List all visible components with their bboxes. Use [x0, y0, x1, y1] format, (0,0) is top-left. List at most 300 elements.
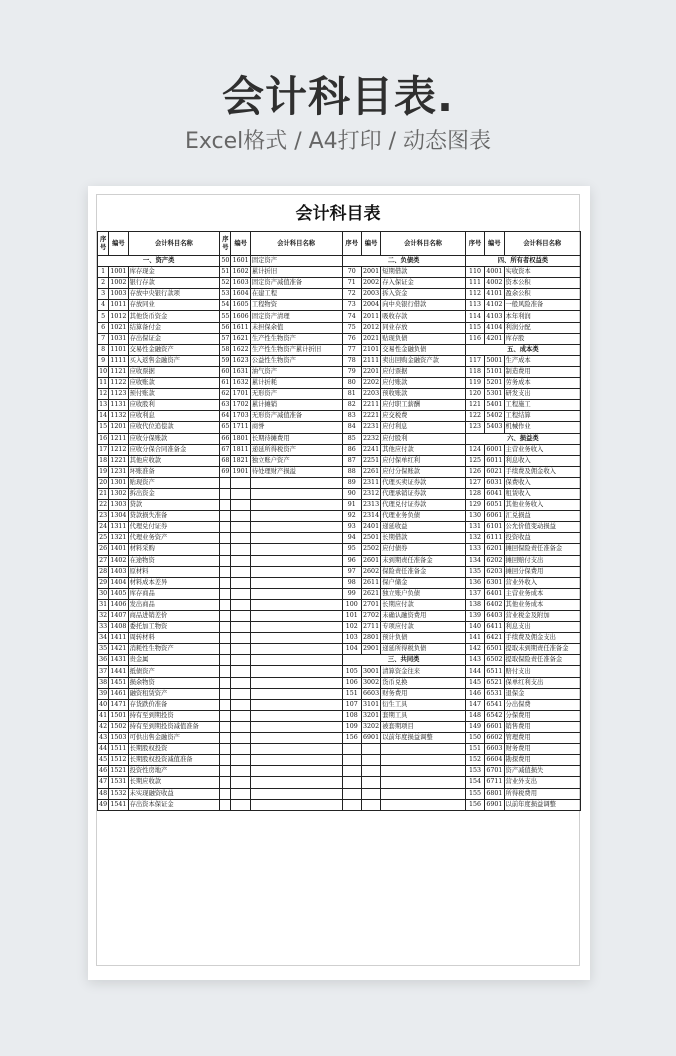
account-code: 1632: [231, 378, 250, 389]
table-row: [98, 411, 581, 422]
account-name: 无形资产: [250, 389, 342, 400]
row-index: 20: [98, 477, 109, 488]
account-code: [231, 577, 250, 588]
account-code: 2314: [361, 511, 380, 522]
row-index: 25: [98, 533, 109, 544]
row-index: [342, 755, 361, 766]
page-title: 会计科目表.: [222, 72, 454, 121]
account-code: 6301: [485, 577, 504, 588]
row-index: 123: [465, 422, 484, 433]
account-name: 原材料: [128, 566, 220, 577]
row-index: [220, 611, 231, 622]
account-code: 1441: [109, 666, 128, 677]
account-name: 长期待摊费用: [250, 433, 342, 444]
table-row: [98, 378, 581, 389]
account-code: 2001: [361, 267, 380, 278]
row-index: 1: [98, 267, 109, 278]
account-name: 预收账款: [381, 389, 466, 400]
account-name: 应收股利: [128, 400, 220, 411]
row-index: 150: [465, 733, 484, 744]
account-code: 1132: [109, 411, 128, 422]
account-code: 1431: [109, 655, 128, 666]
account-name: [250, 633, 342, 644]
row-index: 155: [465, 788, 484, 799]
account-name: 银行存款: [128, 278, 220, 289]
row-index: 135: [465, 566, 484, 577]
accounts-table: [97, 231, 581, 811]
row-index: [220, 766, 231, 777]
account-name: [250, 699, 342, 710]
row-index: 90: [342, 488, 361, 499]
account-code: [231, 788, 250, 799]
account-name: 待处理财产损溢: [250, 466, 342, 477]
account-name: [250, 666, 342, 677]
table-row: [98, 344, 581, 355]
account-name: 递延所得税负债: [381, 644, 466, 655]
account-name: 递延所得税资产: [250, 444, 342, 455]
account-code: 3002: [361, 677, 380, 688]
account-code: 6501: [485, 644, 504, 655]
account-name: 库存股: [504, 333, 580, 344]
account-code: 2701: [361, 599, 380, 610]
account-code: 1021: [109, 322, 128, 333]
row-index: 30: [98, 588, 109, 599]
row-index: 76: [342, 333, 361, 344]
account-name: 清算资金往来: [381, 666, 466, 677]
table-row: [98, 710, 581, 721]
account-code: 3101: [361, 699, 380, 710]
account-name: [250, 677, 342, 688]
account-code: 6031: [485, 477, 504, 488]
account-code: 2311: [361, 477, 380, 488]
account-name: [250, 588, 342, 599]
account-name: 投资收益: [504, 533, 580, 544]
account-code: 2801: [361, 633, 380, 644]
account-code: 1302: [109, 488, 128, 499]
account-name: 周转材料: [128, 633, 220, 644]
row-index: 87: [342, 455, 361, 466]
account-name: [250, 500, 342, 511]
row-index: 133: [465, 544, 484, 555]
account-name: 生产成本: [504, 355, 580, 366]
account-code: 2901: [361, 644, 380, 655]
account-code: 4103: [485, 311, 504, 322]
table-row: [98, 777, 581, 788]
row-index: 129: [465, 500, 484, 511]
account-code: 2611: [361, 577, 380, 588]
row-index: 19: [98, 466, 109, 477]
account-name: 代理承销证券款: [381, 488, 466, 499]
row-index: 17: [98, 444, 109, 455]
row-index: 61: [220, 378, 231, 389]
account-name: [250, 544, 342, 555]
account-name: 材料成本差异: [128, 577, 220, 588]
account-code: 1101: [109, 344, 128, 355]
table-row: [98, 688, 581, 699]
table-row: [98, 500, 581, 511]
account-code: 6041: [485, 488, 504, 499]
account-code: 1402: [109, 555, 128, 566]
row-index: 82: [342, 400, 361, 411]
table-row: [98, 588, 581, 599]
account-name: 在建工程: [250, 289, 342, 300]
account-name: [250, 755, 342, 766]
row-index: 147: [465, 699, 484, 710]
account-name: 可供出售金融资产: [128, 733, 220, 744]
account-code: 2251: [361, 455, 380, 466]
row-index: 10: [98, 366, 109, 377]
table-header-row: [98, 232, 581, 256]
account-name: 存放中央银行款项: [128, 289, 220, 300]
account-name: 勘探费用: [504, 755, 580, 766]
row-index: [220, 544, 231, 555]
account-code: 6711: [485, 777, 504, 788]
account-name: 固定资产: [250, 256, 342, 267]
account-name: 退保金: [504, 688, 580, 699]
row-index: [342, 777, 361, 788]
account-name: 公允价值变动损益: [504, 522, 580, 533]
account-name: 应收分保账款: [128, 433, 220, 444]
account-name: 财务费用: [381, 688, 466, 699]
account-code: [231, 611, 250, 622]
row-index: 142: [465, 644, 484, 655]
row-index: 9: [98, 355, 109, 366]
row-index: 118: [465, 366, 484, 377]
account-name: 营业外支出: [504, 777, 580, 788]
account-code: 1401: [109, 544, 128, 555]
row-index: 29: [98, 577, 109, 588]
account-code: 4102: [485, 300, 504, 311]
row-index: 46: [98, 766, 109, 777]
account-name: [250, 721, 342, 732]
row-index: 7: [98, 333, 109, 344]
account-code: 4101: [485, 289, 504, 300]
account-name: 汇兑损益: [504, 511, 580, 522]
row-index: [220, 500, 231, 511]
account-code: 6402: [485, 599, 504, 610]
account-code: 1606: [231, 311, 250, 322]
account-name: [250, 533, 342, 544]
table-row: [98, 389, 581, 400]
row-index: 24: [98, 522, 109, 533]
account-code: [231, 588, 250, 599]
account-code: 1201: [109, 422, 128, 433]
row-index: 141: [465, 633, 484, 644]
row-index: 85: [342, 433, 361, 444]
row-index: 79: [342, 366, 361, 377]
row-index: [220, 588, 231, 599]
col-header-index: 序号: [465, 232, 484, 256]
row-index: 37: [98, 666, 109, 677]
table-row: [98, 522, 581, 533]
account-code: 2502: [361, 544, 380, 555]
account-code: 6403: [485, 611, 504, 622]
row-index: [220, 566, 231, 577]
account-code: [231, 688, 250, 699]
row-index: 72: [342, 289, 361, 300]
row-index: [220, 677, 231, 688]
account-code: 2002: [361, 278, 380, 289]
account-name: [250, 622, 342, 633]
account-code: 1605: [231, 300, 250, 311]
account-name: 长期应付款: [381, 599, 466, 610]
account-name: 提取保险责任准备金: [504, 655, 580, 666]
table-row: [98, 300, 581, 311]
account-code: 1621: [231, 333, 250, 344]
account-name: 商品进销差价: [128, 611, 220, 622]
account-name: 长期应收款: [128, 777, 220, 788]
account-name: 提取未到期责任准备金: [504, 644, 580, 655]
account-code: 5101: [485, 366, 504, 377]
row-index: [220, 622, 231, 633]
row-index: 151: [465, 744, 484, 755]
row-index: [220, 744, 231, 755]
account-code: 6901: [485, 799, 504, 810]
account-code: 2221: [361, 411, 380, 422]
table-row: [98, 733, 581, 744]
account-code: 5403: [485, 422, 504, 433]
account-code: 1211: [109, 433, 128, 444]
row-index: 12: [98, 389, 109, 400]
col-header-name: 会计科目名称: [128, 232, 220, 256]
account-code: 2501: [361, 533, 380, 544]
account-name: 拆入资金: [381, 289, 466, 300]
account-name: 库存商品: [128, 588, 220, 599]
account-name: 保户储金: [381, 577, 466, 588]
account-code: [361, 744, 380, 755]
row-index: 112: [465, 289, 484, 300]
account-name: 财务费用: [504, 744, 580, 755]
account-code: [231, 733, 250, 744]
row-index: 127: [465, 477, 484, 488]
account-name: 赔付支出: [504, 666, 580, 677]
col-header-name: 会计科目名称: [504, 232, 580, 256]
account-code: [231, 677, 250, 688]
account-name: 货币兑换: [381, 677, 466, 688]
row-index: 18: [98, 455, 109, 466]
account-name: 商誉: [250, 422, 342, 433]
row-index: 27: [98, 555, 109, 566]
account-name: 以前年度损益调整: [381, 733, 466, 744]
row-index: 4: [98, 300, 109, 311]
row-index: 108: [342, 710, 361, 721]
row-index: 106: [342, 677, 361, 688]
table-row: [98, 755, 581, 766]
account-code: [231, 799, 250, 810]
account-code: 6604: [485, 755, 504, 766]
account-name: 研发支出: [504, 389, 580, 400]
account-code: [231, 522, 250, 533]
row-index: 125: [465, 455, 484, 466]
account-name: 代理买卖证券款: [381, 477, 466, 488]
account-name: 短期借款: [381, 267, 466, 278]
account-name: 本年利润: [504, 311, 580, 322]
row-index: 104: [342, 644, 361, 655]
account-name: 卖出回购金融资产款: [381, 355, 466, 366]
account-code: 2201: [361, 366, 380, 377]
row-index: 116: [465, 333, 484, 344]
account-code: 1821: [231, 455, 250, 466]
account-code: 2313: [361, 500, 380, 511]
account-name: 所得税费用: [504, 788, 580, 799]
account-name: [381, 799, 466, 810]
account-name: 存货跌价准备: [128, 699, 220, 710]
row-index: 56: [220, 322, 231, 333]
account-code: [361, 777, 380, 788]
table-row: [98, 267, 581, 278]
account-code: 4001: [485, 267, 504, 278]
row-index: 23: [98, 511, 109, 522]
account-code: [231, 644, 250, 655]
account-code: [231, 633, 250, 644]
account-code: 6531: [485, 688, 504, 699]
account-name: 损余物资: [128, 677, 220, 688]
row-index: 28: [98, 566, 109, 577]
table-row: [98, 633, 581, 644]
account-code: 5402: [485, 411, 504, 422]
account-code: 6502: [485, 655, 504, 666]
row-index: 65: [220, 422, 231, 433]
account-name: 抵债资产: [128, 666, 220, 677]
col-header-index: 序号: [98, 232, 109, 256]
row-index: [220, 655, 231, 666]
row-index: 136: [465, 577, 484, 588]
account-code: 1031: [109, 333, 128, 344]
account-name: 应付股利: [381, 433, 466, 444]
account-code: 6701: [485, 766, 504, 777]
row-index: 5: [98, 311, 109, 322]
account-code: 1601: [231, 256, 250, 267]
account-name: [381, 744, 466, 755]
row-index: 103: [342, 633, 361, 644]
account-code: 1408: [109, 622, 128, 633]
table-row: [98, 355, 581, 366]
row-index: 137: [465, 588, 484, 599]
row-index: [220, 788, 231, 799]
table-row: [98, 721, 581, 732]
account-name: [250, 788, 342, 799]
account-name: 衍生工具: [381, 699, 466, 710]
row-index: [220, 699, 231, 710]
account-code: 6203: [485, 566, 504, 577]
col-header-name: 会计科目名称: [381, 232, 466, 256]
account-code: 6061: [485, 511, 504, 522]
account-name: 吸收存款: [381, 311, 466, 322]
row-index: 92: [342, 511, 361, 522]
row-index: 98: [342, 577, 361, 588]
table-row: [98, 577, 581, 588]
account-name: [250, 477, 342, 488]
account-code: 2211: [361, 400, 380, 411]
document-preview: [88, 186, 590, 980]
row-index: 68: [220, 455, 231, 466]
row-index: 139: [465, 611, 484, 622]
account-name: 应付利息: [381, 422, 466, 433]
account-name: 预付账款: [128, 389, 220, 400]
account-name: 其他应收款: [128, 455, 220, 466]
table-row: [98, 622, 581, 633]
account-code: 6421: [485, 633, 504, 644]
account-code: 6901: [361, 733, 380, 744]
row-index: 101: [342, 611, 361, 622]
table-row: [98, 555, 581, 566]
account-code: 6541: [485, 699, 504, 710]
account-name: 交易性金融负债: [381, 344, 466, 355]
account-name: 累计折耗: [250, 378, 342, 389]
account-name: [250, 655, 342, 666]
account-code: 1531: [109, 777, 128, 788]
row-index: 143: [465, 655, 484, 666]
account-code: 1303: [109, 500, 128, 511]
row-index: [220, 755, 231, 766]
account-name: 资产减值损失: [504, 766, 580, 777]
account-name: 投资性房地产: [128, 766, 220, 777]
row-index: 102: [342, 622, 361, 633]
row-index: 86: [342, 444, 361, 455]
account-code: 6011: [485, 455, 504, 466]
account-name: 营业税金及附加: [504, 611, 580, 622]
row-index: 156: [465, 799, 484, 810]
table-row: [98, 533, 581, 544]
account-name: 营业外收入: [504, 577, 580, 588]
row-index: 36: [98, 655, 109, 666]
account-name: [381, 766, 466, 777]
col-header-code: 编号: [361, 232, 380, 256]
account-code: 1631: [231, 366, 250, 377]
account-code: 1421: [109, 644, 128, 655]
account-name: 存出保证金: [128, 333, 220, 344]
account-name: 制造费用: [504, 366, 580, 377]
row-index: 138: [465, 599, 484, 610]
row-index: 53: [220, 289, 231, 300]
table-row: [98, 666, 581, 677]
row-index: 145: [465, 677, 484, 688]
account-name: 代理兑付证券款: [381, 500, 466, 511]
account-code: 4201: [485, 333, 504, 344]
account-code: [231, 566, 250, 577]
account-code: 1521: [109, 766, 128, 777]
account-name: 应收账款: [128, 378, 220, 389]
table-row: [98, 455, 581, 466]
row-index: 124: [465, 444, 484, 455]
account-code: 2003: [361, 289, 380, 300]
row-index: 88: [342, 466, 361, 477]
account-code: 6521: [485, 677, 504, 688]
account-name: 公益性生物资产: [250, 355, 342, 366]
account-code: 1304: [109, 511, 128, 522]
table-row: [98, 466, 581, 477]
row-index: 34: [98, 633, 109, 644]
row-index: 60: [220, 366, 231, 377]
row-index: 2: [98, 278, 109, 289]
account-name: 分保费用: [504, 710, 580, 721]
row-index: 39: [98, 688, 109, 699]
row-index: 43: [98, 733, 109, 744]
row-index: 75: [342, 322, 361, 333]
table-row: [98, 677, 581, 688]
account-name: [250, 744, 342, 755]
account-code: 1623: [231, 355, 250, 366]
account-code: 5401: [485, 400, 504, 411]
account-name: 库存现金: [128, 267, 220, 278]
account-name: [250, 488, 342, 499]
row-index: 51: [220, 267, 231, 278]
row-index: 64: [220, 411, 231, 422]
row-index: 120: [465, 389, 484, 400]
account-name: 套期工具: [381, 710, 466, 721]
table-row: [98, 599, 581, 610]
account-code: 6401: [485, 588, 504, 599]
